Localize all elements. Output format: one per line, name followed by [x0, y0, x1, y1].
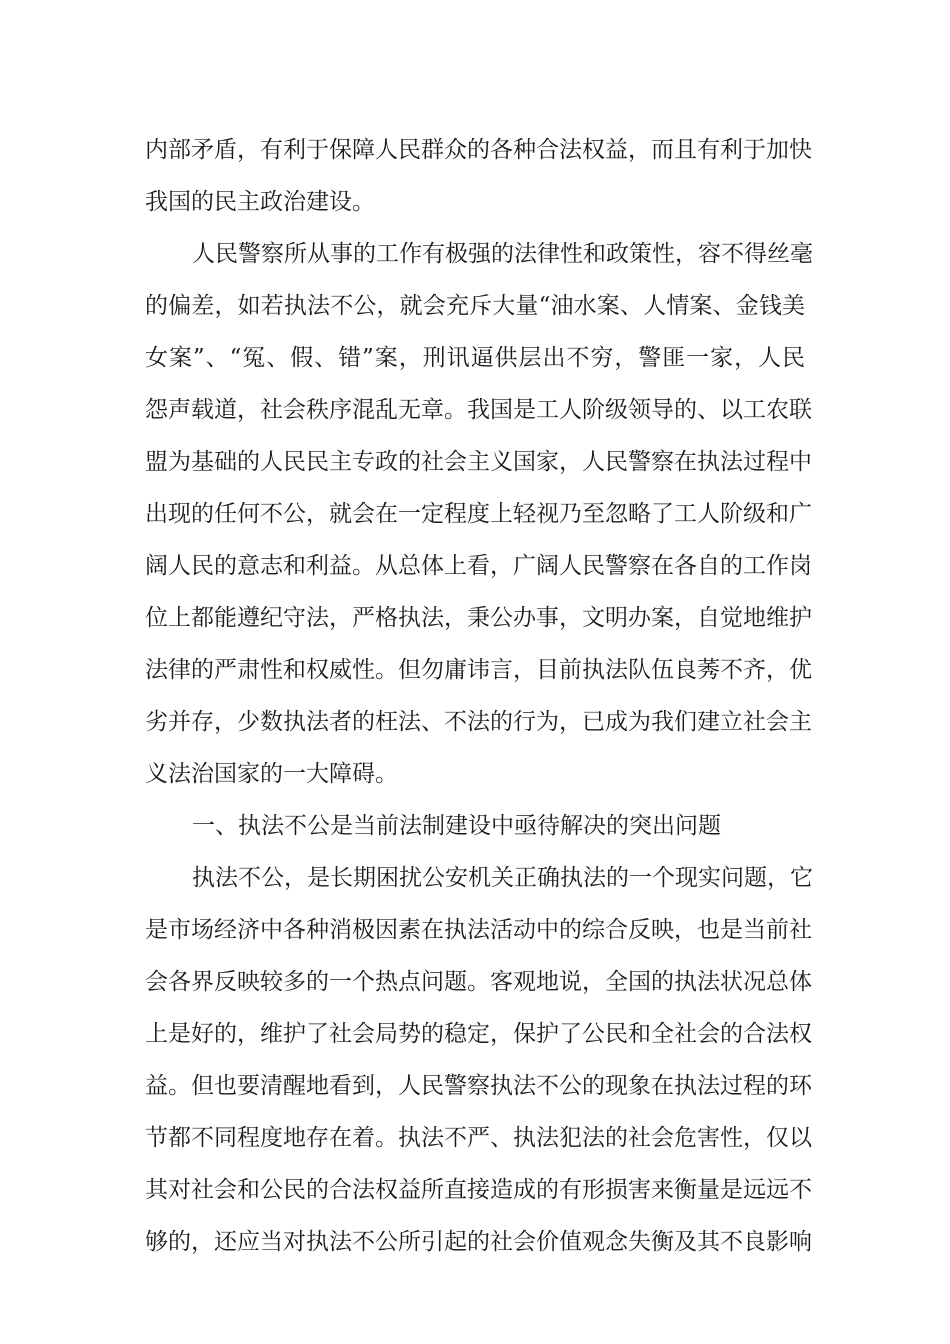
text-line: 是市场经济中各种消极因素在执法活动中的综合反映，也是当前社	[145, 917, 812, 943]
text-line: 够的，还应当对执法不公所引起的社会价值观念失衡及其不良影响	[145, 1229, 812, 1255]
paragraph-first-line: 人民警察所从事的工作有极强的法律性和政策性，容不得丝毫	[192, 241, 813, 267]
text-line: 节都不同程度地存在着。执法不严、执法犯法的社会危害性，仅以	[145, 1125, 812, 1151]
text-line: 法律的严肃性和权威性。但勿庸讳言，目前执法队伍良莠不齐，优	[145, 657, 812, 683]
text-line: 阔人民的意志和利益。从总体上看，广阔人民警察在各自的工作岗	[145, 553, 812, 579]
text-line: 的偏差，如若执法不公，就会充斥大量“油水案、人情案、金钱美	[145, 293, 805, 319]
text-line: 上是好的，维护了社会局势的稳定，保护了公民和全社会的合法权	[145, 1021, 812, 1047]
text-line: 出现的任何不公，就会在一定程度上轻视乃至忽略了工人阶级和广	[145, 501, 812, 527]
text-line: 会各界反映较多的一个热点问题。客观地说，全国的执法状况总体	[145, 969, 812, 995]
text-line: 女案”、“冤、假、错”案，刑讯逼供层出不穷，警匪一家，人民	[145, 345, 805, 371]
text-line: 劣并存，少数执法者的枉法、不法的行为，已成为我们建立社会主	[145, 709, 812, 735]
paragraph-first-line: 执法不公，是长期困扰公安机关正确执法的一个现实问题，它	[192, 865, 813, 891]
section-heading: 一、执法不公是当前法制建设中亟待解决的突出问题	[192, 813, 721, 839]
text-line: 位上都能遵纪守法，严格执法，秉公办事，文明办案，自觉地维护	[145, 605, 812, 631]
text-line: 益。但也要清醒地看到，人民警察执法不公的现象在执法过程的环	[145, 1073, 812, 1099]
text-line: 义法治国家的一大障碍。	[145, 761, 398, 787]
text-line: 我国的民主政治建设。	[145, 189, 375, 215]
text-line: 内部矛盾，有利于保障人民群众的各种合法权益，而且有利于加快	[145, 137, 812, 163]
text-line: 其对社会和公民的合法权益所直接造成的有形损害来衡量是远远不	[145, 1177, 812, 1203]
text-line: 怨声载道，社会秩序混乱无章。我国是工人阶级领导的、以工农联	[145, 397, 812, 423]
text-line: 盟为基础的人民民主专政的社会主义国家，人民警察在执法过程中	[145, 449, 812, 475]
